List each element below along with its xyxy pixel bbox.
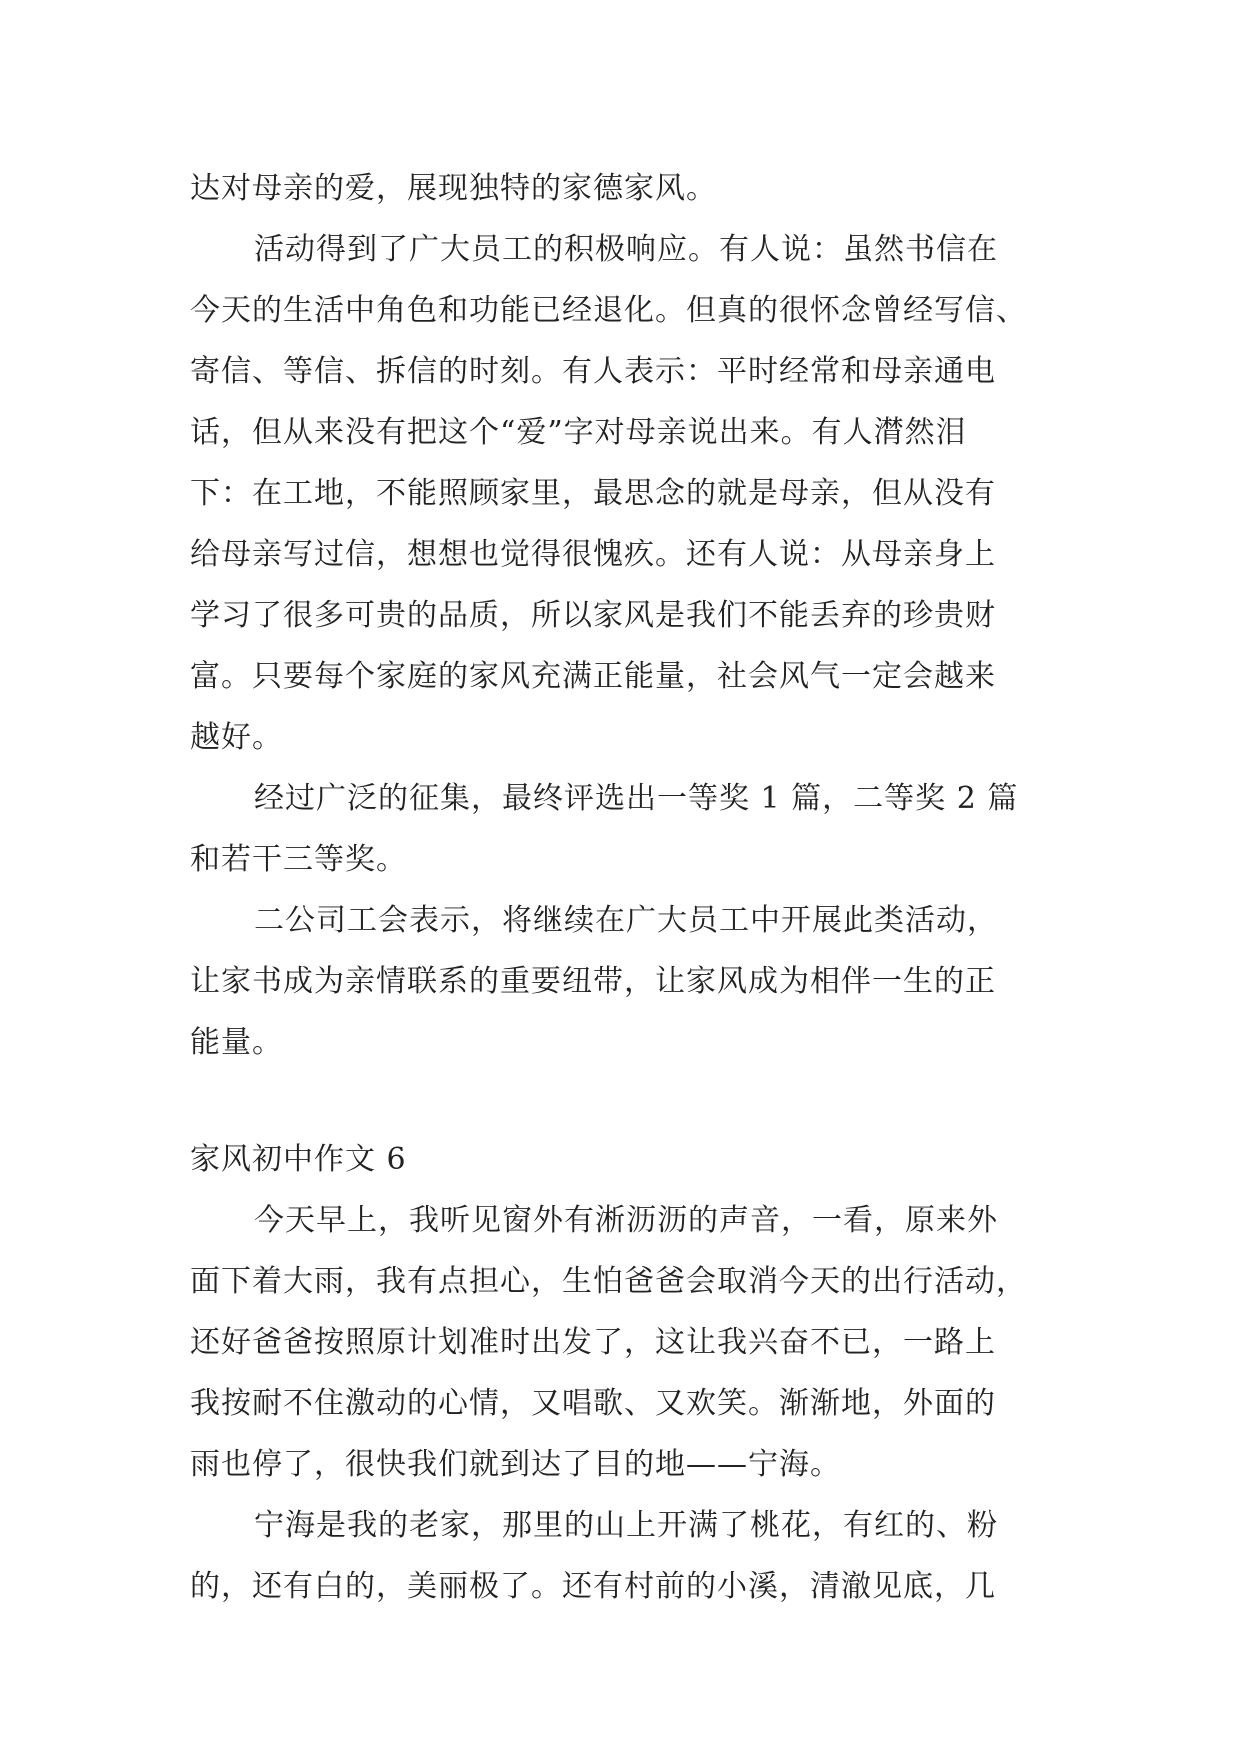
text-line: 的，还有白的，美丽极了。还有村前的小溪，清澈见底，几 (190, 1569, 996, 1604)
paragraph-start: 活动得到了广大员工的积极响应。有人说：虽然书信在 (254, 232, 998, 267)
text-line: 能量。 (190, 1025, 283, 1060)
paragraph-start: 今天早上，我听见窗外有淅沥沥的声音，一看，原来外 (254, 1203, 998, 1238)
text-line: 越好。 (190, 720, 283, 755)
text-line: 雨也停了，很快我们就到达了目的地——宁海。 (190, 1447, 841, 1482)
paragraph-start: 二公司工会表示，将继续在广大员工中开展此类活动， (254, 903, 998, 938)
paragraph-start: 经过广泛的征集，最终评选出一等奖 1 篇，二等奖 2 篇 (254, 781, 1019, 816)
document-body (190, 158, 1100, 1617)
text-line: 寄信、等信、拆信的时刻。有人表示：平时经常和母亲通电 (190, 354, 996, 389)
text-line: 下：在工地，不能照顾家里，最思念的就是母亲，但从没有 (190, 476, 996, 511)
text-line: 富。只要每个家庭的家风充满正能量，社会风气一定会越来 (190, 659, 996, 694)
paragraph-start: 宁海是我的老家，那里的山上开满了桃花，有红的、粉 (254, 1508, 998, 1543)
text-line: 达对母亲的爱，展现独特的家德家风。 (190, 171, 717, 206)
text-line: 今天的生活中角色和功能已经退化。但真的很怀念曾经写信、 (190, 293, 1027, 328)
text-line: 学习了很多可贵的品质，所以家风是我们不能丢弃的珍贵财 (190, 598, 996, 633)
text-line: 面下着大雨，我有点担心，生怕爸爸会取消今天的出行活动， (190, 1264, 1027, 1299)
text-line: 和若干三等奖。 (190, 842, 407, 877)
text-line: 话，但从来没有把这个“爱”字对母亲说出来。有人潸然泪 (190, 415, 967, 450)
section-heading: 家风初中作文 6 (190, 1142, 407, 1177)
text-line: 给母亲写过信，想想也觉得很愧疚。还有人说：从母亲身上 (190, 537, 996, 572)
text-line: 让家书成为亲情联系的重要纽带，让家风成为相伴一生的正 (190, 964, 996, 999)
section-gap (190, 1073, 1100, 1129)
text-line: 我按耐不住激动的心情，又唱歌、又欢笑。渐渐地，外面的 (190, 1386, 996, 1421)
text-line: 还好爸爸按照原计划准时出发了，这让我兴奋不已，一路上 (190, 1325, 996, 1360)
